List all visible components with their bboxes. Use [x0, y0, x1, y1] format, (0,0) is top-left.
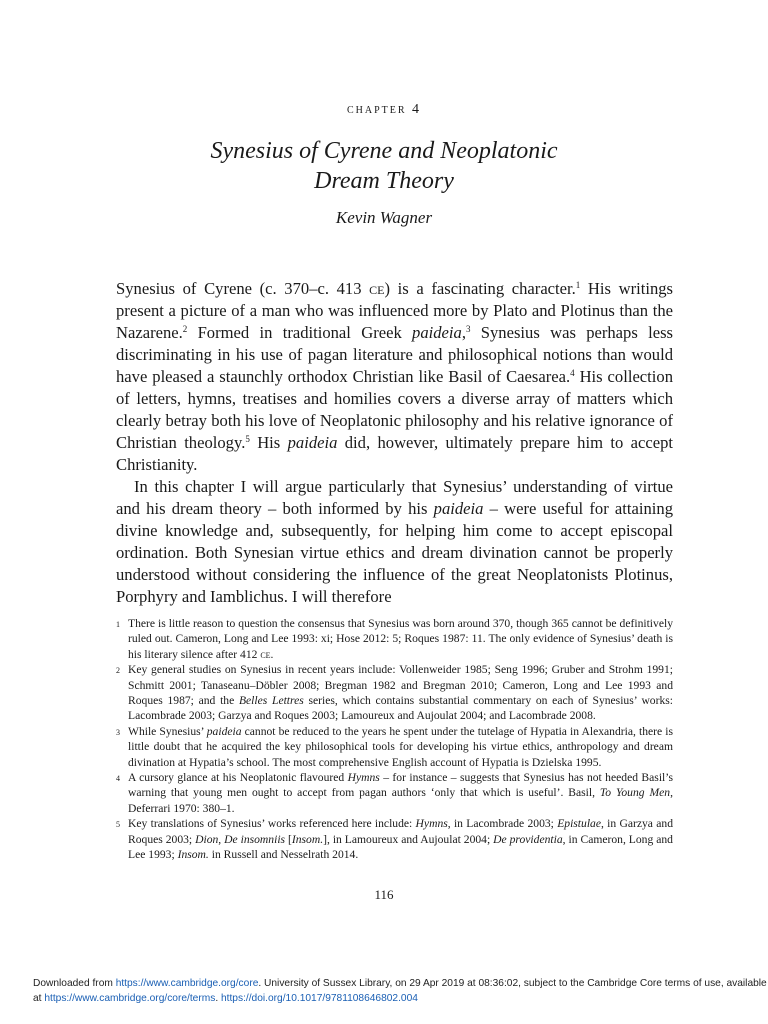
- text-run: , in Garzya and Roques 2003;: [128, 817, 673, 846]
- text-run: While Synesius’: [128, 724, 207, 738]
- text-run: His writings present a picture of a man who was influenced more by Plato and Plotinus than the Nazarene.: [116, 279, 673, 342]
- text-run: Formed in traditional Greek: [187, 323, 413, 342]
- cambridge-core-link[interactable]: https://www.cambridge.org/core: [115, 978, 259, 989]
- footnote-4: [116, 770, 673, 816]
- text-run: His collection of letters, hymns, treatises and homilies covers a diverse array of matters which clearly betray both his love of Neoplatonic philosophy and his relative ignorance of Christian theology.: [116, 367, 673, 452]
- footnote-text: [128, 616, 673, 662]
- author-name: Kevin Wagner: [335, 208, 433, 227]
- era-abbreviation: ce: [260, 647, 271, 661]
- text-run: [: [285, 832, 292, 846]
- text-run: . University of Sussex Library, on 29 Apr 2019 at 08:36:02, subject to the Cambridge Core terms of use, available at: [33, 978, 767, 1004]
- text-run: .: [270, 647, 274, 661]
- footnote-number: 5: [116, 820, 120, 830]
- italic-title: Hymns: [347, 771, 380, 785]
- text-run: Synesius of Cyrene (c. 370–c. 413: [116, 279, 370, 298]
- text-run: , in Lacombrade 2003;: [447, 817, 558, 831]
- footnote-number: 1: [116, 620, 120, 629]
- text-run: Key general studies on Synesius in recent years include: Vollenweider 1985; Seng 1996; Gruber and Strohm 1991; Schmitt 2001; Tanaseanu–Döbler 2008; Bregman 1982 and Bregman 2010; Cameron, Long and Lee 1993 and Roques 1987; and the: [128, 663, 673, 708]
- footnotes: [116, 616, 673, 863]
- terms-link[interactable]: https://www.cambridge.org/core/terms: [44, 993, 216, 1004]
- footnote-text: [128, 724, 673, 770]
- doi-link[interactable]: https://doi.org/10.1017/9781108646802.004: [220, 993, 418, 1004]
- page-number: 116: [374, 887, 394, 902]
- italic-title: Dion: [195, 832, 219, 846]
- text-run: In this chapter I will argue particularly that Synesius’ understanding of virtue and his dream theory – both informed by his: [116, 477, 673, 518]
- footnote-1: [116, 616, 673, 662]
- paragraph-1: [116, 278, 673, 476]
- text-run: His: [249, 433, 288, 452]
- italic-title: Epistulae: [557, 817, 601, 831]
- text-run: ,: [461, 323, 466, 342]
- text-run: There is little reason to question the consensus that Synesius was born around 370, though 365 cannot be definitively ruled out. Cameron, Long and Lee 1993: xi; Hose 2012: 5; Roques 1987: 11. The only evidence of Synesius’ death is his literary silence after 412: [128, 617, 673, 661]
- italic-title: To Young Men: [599, 786, 671, 800]
- italic-title: Insom.: [177, 848, 209, 862]
- text-run: A cursory glance at his Neoplatonic flavoured: [128, 771, 348, 785]
- text-run: ,: [218, 832, 225, 846]
- chapter-label: chapter 4: [346, 102, 422, 117]
- footnote-2: [116, 662, 673, 724]
- era-abbreviation: ce: [369, 279, 385, 298]
- footnote-3: [116, 724, 673, 770]
- footnote-ref-5[interactable]: 5: [245, 434, 250, 444]
- footnote-text: [128, 770, 673, 816]
- italic-title: De insomniis: [224, 832, 286, 846]
- chapter-title-line-2: Dream Theory: [314, 168, 454, 194]
- chapter-title: [0, 136, 768, 196]
- italic-term: paideia: [433, 499, 484, 518]
- footnote-ref-3[interactable]: 3: [465, 324, 471, 334]
- text-run: , in Cameron, Long and Lee 1993;: [128, 832, 673, 862]
- text-run: cannot be reduced to the years he spent under the tutelage of Hypatia in Alexandria, there is little doubt that he acquired the key philosophical tools for developing his virtue ethics, anthropology and dream divination at Hypatia’s school. The most comprehensive English account of Hypatia is Dzielska 1995.: [128, 724, 673, 769]
- text-run: series, which contains substantial commentary on each of Synesius’ works: Lacombrade 2003; Garzya and Roques 2003; Lamoureux and Aujoulat 2004; and Lacombrade 2008.: [128, 694, 673, 723]
- text-run: Synesius was perhaps less discriminating in his use of pagan literature and philosophical notions than would have pleased a staunchly orthodox Christian like Basil of Caesarea.: [116, 323, 673, 386]
- italic-title: De providentia: [493, 832, 563, 846]
- download-notice: [33, 976, 768, 1006]
- footnote-text: [128, 662, 673, 724]
- text-run: , Deferrari 1970: 380–1.: [128, 786, 673, 815]
- italic-title: Belles Lettres: [238, 694, 304, 708]
- footnote-ref-2[interactable]: 2: [182, 324, 188, 334]
- text-run: did, however, ultimately prepare him to accept Christianity.: [116, 433, 673, 474]
- footnote-number: 3: [116, 727, 120, 737]
- footnote-ref-1[interactable]: 1: [575, 280, 581, 290]
- text-run: ) is a fascinating character.: [384, 279, 576, 298]
- text-run: ], in Lamoureux and Aujoulat 2004;: [323, 832, 494, 846]
- footnote-number: 4: [116, 774, 120, 784]
- text-run: Downloaded from: [33, 978, 116, 989]
- italic-term: paideia: [287, 433, 338, 452]
- italic-title: Hymns: [415, 817, 448, 831]
- text-run: – for instance – suggests that Synesius has not heeded Basil’s warning that young men ought to accept from pagan authors ‘only that which is useful’. Basil,: [128, 771, 673, 800]
- footnote-number: 2: [116, 666, 120, 676]
- body-text: [116, 278, 673, 608]
- italic-term: paideia: [206, 724, 242, 738]
- paragraph-2: [116, 476, 673, 608]
- chapter-title-line-1: Synesius of Cyrene and Neoplatonic: [210, 138, 558, 164]
- text-run: in Russell and Nesselrath 2014.: [208, 848, 359, 862]
- text-run: Key translations of Synesius’ works referenced here include:: [128, 817, 416, 831]
- footnote-text: [128, 816, 673, 862]
- footnote-ref-4[interactable]: 4: [570, 368, 575, 378]
- text-run: – were useful for attaining divine knowledge and, subsequently, for helping him come to accept episcopal ordination. Both Synesian virtue ethics and dream divination cannot be properly understood without considering the influence of the great Neoplatonists Plotinus, Porphyry and Iamblichus. I will therefore: [116, 499, 673, 606]
- footnote-5: [116, 816, 673, 862]
- italic-term: paideia: [412, 323, 462, 342]
- italic-title: Insom.: [291, 832, 324, 846]
- text-run: .: [215, 993, 221, 1004]
